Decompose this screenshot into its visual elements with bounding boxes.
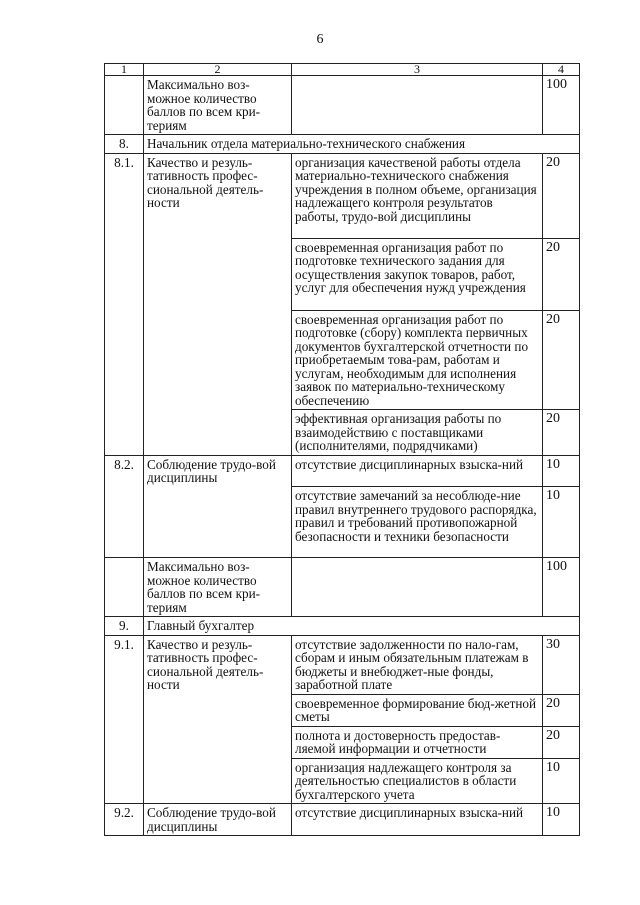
header-row	[105, 64, 580, 76]
max-score-label: Максимально воз-можное количество баллов по всем кри-териям	[144, 558, 292, 617]
table-row	[105, 694, 580, 726]
score: 20	[543, 726, 580, 758]
score: 10	[543, 487, 580, 558]
criteria-table	[104, 63, 580, 836]
criterion-text: своевременная организация работ по подготовке (сбору) комплекта первичных документов бухгалтерской отчетности по приобретаемым това-рам, работам и услугам, необходимым для исполнения заявок по материально-техническому обеспечению	[292, 310, 543, 410]
score: 20	[543, 153, 580, 238]
header-cell: 3	[292, 64, 543, 76]
table-row	[105, 410, 580, 456]
criterion-text: эффективная организация работы по взаимодействию с поставщиками (исполнителями, подрядчиками)	[292, 410, 543, 456]
group-number: 9.2.	[105, 804, 144, 836]
criterion-text: организация надлежащего контроля за деятельностью специалистов в области бухгалтерского учета	[292, 758, 543, 804]
score: 20	[543, 694, 580, 726]
score: 20	[543, 310, 580, 410]
section-row	[105, 617, 580, 636]
criterion-text: отсутствие замечаний за несоблюде-ние правил внутреннего трудового распорядка, правил и требований противопожарной безопасности и техники безопасности	[292, 487, 543, 558]
group-number: 8.1.	[105, 153, 144, 238]
score: 30	[543, 635, 580, 694]
group-number: 9.1.	[105, 635, 144, 694]
score: 20	[543, 238, 580, 310]
header-cell: 2	[144, 64, 292, 76]
table-row	[105, 635, 580, 694]
section-number: 8.	[105, 135, 144, 154]
table-row	[105, 153, 580, 238]
criterion-text: отсутствие дисциплинарных взыска-ний	[292, 804, 543, 836]
section-number: 9.	[105, 617, 144, 636]
page-number: 6	[316, 32, 324, 47]
score: 10	[543, 455, 580, 487]
criterion-text: отсутствие дисциплинарных взыска-ний	[292, 455, 543, 487]
table-row	[105, 76, 580, 135]
section-title: Главный бухгалтер	[144, 617, 580, 636]
group-number: 8.2.	[105, 455, 144, 487]
table-row	[105, 238, 580, 310]
section-row	[105, 135, 580, 154]
table-row	[105, 310, 580, 410]
group-name: Соблюдение трудо-вой дисциплины	[144, 455, 292, 487]
table-row	[105, 487, 580, 558]
max-score-label: Максимально воз-можное количество баллов по всем кри-териям	[144, 76, 292, 135]
score: 100	[543, 76, 580, 135]
group-name: Соблюдение трудо-вой дисциплины	[144, 804, 292, 836]
table-row	[105, 558, 580, 617]
header-cell: 1	[105, 64, 144, 76]
score: 10	[543, 758, 580, 804]
group-name: Качество и резуль-тативность профес-сиональной деятель-ности	[144, 635, 292, 694]
score: 20	[543, 410, 580, 456]
group-name: Качество и резуль-тативность профес-сиональной деятель-ности	[144, 153, 292, 238]
criterion-text: своевременная организация работ по подготовке технического задания для осуществления закупок товаров, работ, услуг для обеспечения нужд учреждения	[292, 238, 543, 310]
table-row	[105, 455, 580, 487]
section-title: Начальник отдела материально-технического снабжения	[144, 135, 580, 154]
criterion-text: своевременное формирование бюд-жетной сметы	[292, 694, 543, 726]
criterion-text: полнота и достоверность предостав-ляемой информации и отчетности	[292, 726, 543, 758]
table-row	[105, 726, 580, 758]
criterion-text: отсутствие задолженности по нало-гам, сборам и иным обязательным платежам в бюджеты и внебюджет-ные фонды, заработной плате	[292, 635, 543, 694]
score: 10	[543, 804, 580, 836]
table-row	[105, 758, 580, 804]
criterion-text: организация качественой работы отдела материально-технического снабжения учреждения в полном объеме, организация надлежащего контроля результатов работы, трудо-вой дисциплины	[292, 153, 543, 238]
table-row	[105, 804, 580, 836]
header-cell: 4	[543, 64, 580, 76]
score: 100	[543, 558, 580, 617]
